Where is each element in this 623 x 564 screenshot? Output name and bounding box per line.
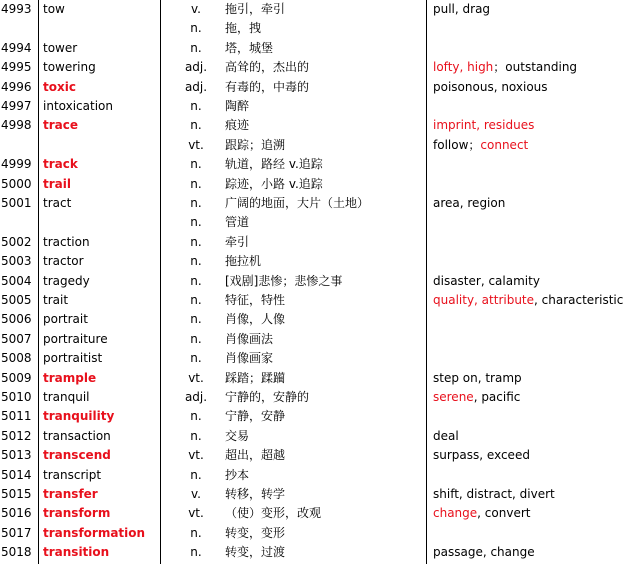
headword [43, 136, 158, 155]
table-row [0, 97, 600, 116]
chinese-definition: 宁静，安静 [225, 409, 286, 424]
entry-number: 5001 [1, 196, 32, 210]
headword: traction [43, 234, 90, 249]
entry-number: 5005 [1, 293, 32, 307]
chinese-definition: 拖拉机 [225, 254, 262, 269]
entry-number: 5007 [1, 331, 32, 346]
entry-number: 4996 [1, 79, 32, 94]
english-synonyms [433, 213, 600, 232]
part-of-speech: vt. [188, 370, 204, 385]
headword: towering [43, 60, 96, 75]
synonym-text: change [433, 506, 478, 521]
part-of-speech: n. [190, 196, 202, 210]
chinese-definition: 转变，过渡 [225, 545, 286, 560]
synonym-text: serene [433, 390, 474, 404]
headword: transaction [43, 428, 111, 443]
part-of-speech: n. [190, 331, 202, 346]
entry-number: 5008 [1, 351, 32, 366]
entry-number: 4993 [1, 2, 32, 16]
table-row [0, 291, 623, 310]
english-synonyms [433, 485, 600, 504]
part-of-speech: n. [190, 157, 202, 172]
synonym-text: step on, tramp [433, 370, 522, 385]
table-row [0, 0, 600, 19]
headword: transfer [43, 487, 98, 501]
synonym-text: imprint, residues [433, 118, 535, 133]
table-row [0, 407, 600, 426]
english-synonyms [433, 272, 600, 291]
chinese-definition: 交易 [225, 428, 250, 443]
english-synonyms [433, 388, 600, 407]
english-synonyms [433, 136, 600, 155]
part-of-speech: n. [190, 234, 202, 249]
synonym-text: area, region [433, 196, 506, 210]
table-row [0, 252, 600, 271]
english-synonyms [433, 39, 600, 58]
part-of-speech: adj. [184, 390, 208, 404]
part-of-speech: n. [190, 254, 202, 269]
table-row [0, 213, 600, 232]
english-synonyms [433, 524, 600, 543]
part-of-speech: v. [191, 487, 201, 501]
chinese-definition: 宁静的，安静的 [225, 390, 310, 404]
chinese-definition: 踩踏；蹂躏 [225, 370, 286, 385]
entry-number: 5017 [1, 525, 32, 540]
entry-number: 5012 [1, 428, 32, 443]
part-of-speech: adj. [184, 79, 208, 94]
entry-number: 5009 [1, 370, 32, 385]
chinese-definition: 拖引，牵引 [225, 2, 286, 16]
chinese-definition: 转移，转学 [225, 487, 286, 501]
headword: portraitist [43, 351, 103, 366]
table-row [0, 39, 600, 58]
synonym-text: surpass, exceed [433, 448, 530, 463]
chinese-definition: 踪迹，小路 v.追踪 [225, 176, 323, 191]
english-synonyms [433, 194, 600, 213]
english-synonyms [433, 504, 600, 523]
english-synonyms [433, 58, 600, 77]
entry-number [1, 136, 39, 155]
headword: intoxication [43, 99, 113, 113]
chinese-definition: 轨道，路经 v.追踪 [225, 157, 323, 172]
headword: transformation [43, 525, 146, 540]
headword: tranquil [43, 390, 90, 404]
headword: toxic [43, 79, 76, 94]
table-row [0, 466, 600, 485]
entry-number: 4998 [1, 118, 32, 133]
chinese-definition: 高耸的，杰出的 [225, 60, 310, 75]
part-of-speech: n. [190, 351, 202, 366]
entry-number: 5004 [1, 273, 32, 288]
part-of-speech: n. [190, 176, 202, 191]
headword: tragedy [43, 273, 90, 288]
table-row [0, 19, 600, 38]
entry-number: 4997 [1, 99, 32, 113]
english-synonyms [433, 97, 600, 116]
table-row [0, 194, 600, 213]
english-synonyms [433, 0, 600, 19]
english-synonyms [433, 330, 600, 349]
english-synonyms [433, 466, 600, 485]
part-of-speech: n. [190, 215, 202, 230]
english-synonyms [433, 233, 600, 252]
headword [43, 19, 158, 38]
english-synonyms [433, 116, 600, 135]
synonym-text: passage, change [433, 545, 535, 560]
chinese-definition: 痕迹 [225, 118, 250, 133]
chinese-definition: 肖像，人像 [225, 312, 286, 327]
synonym-text: , convert [477, 506, 531, 521]
chinese-definition: 特征，特性 [225, 293, 286, 307]
headword: portraiture [43, 331, 108, 346]
table-row [0, 427, 600, 446]
part-of-speech: n. [190, 21, 202, 36]
entry-number: 5018 [1, 545, 32, 560]
synonym-text: ；outstanding [493, 60, 578, 75]
headword: tow [43, 2, 65, 16]
part-of-speech: v. [191, 2, 201, 16]
chinese-definition: 跟踪；追溯 [225, 137, 286, 152]
table-row [0, 485, 600, 504]
table-row [0, 116, 600, 135]
english-synonyms [433, 155, 600, 174]
entry-number: 5000 [1, 176, 32, 191]
synonym-text: pull, drag [433, 2, 491, 16]
synonym-text: shift, distract, divert [433, 487, 555, 501]
table-row [0, 330, 600, 349]
chinese-definition: [戏剧]悲惨；悲惨之事 [225, 273, 343, 288]
entry-number: 5013 [1, 448, 32, 463]
english-synonyms [433, 446, 600, 465]
chinese-definition: 拖，拽 [225, 21, 262, 36]
english-synonyms [433, 291, 623, 310]
synonym-text: deal [433, 428, 459, 443]
headword: transition [43, 545, 110, 560]
headword: trample [43, 370, 97, 385]
entry-number: 5016 [1, 506, 32, 521]
headword: trait [43, 293, 69, 307]
synonym-text: follow； [433, 137, 481, 152]
part-of-speech: vt. [188, 137, 204, 152]
entry-number: 5010 [1, 390, 32, 404]
part-of-speech: n. [190, 525, 202, 540]
entry-number: 5006 [1, 312, 32, 327]
table-row [0, 524, 600, 543]
part-of-speech: vt. [188, 506, 204, 521]
part-of-speech: n. [190, 273, 202, 288]
headword: trail [43, 176, 71, 191]
headword: portrait [43, 312, 88, 327]
part-of-speech: n. [190, 467, 202, 482]
chinese-definition: 肖像画家 [225, 351, 274, 366]
entry-number: 5014 [1, 467, 32, 482]
table-row [0, 175, 600, 194]
table-row [0, 136, 600, 155]
synonym-text: connect [480, 137, 529, 152]
english-synonyms [433, 19, 600, 38]
chinese-definition: 超出，超越 [225, 448, 286, 463]
part-of-speech: adj. [184, 60, 208, 75]
part-of-speech: n. [190, 409, 202, 424]
table-row [0, 504, 600, 523]
headword: tractor [43, 254, 84, 269]
synonym-text: disaster, calamity [433, 273, 540, 288]
part-of-speech: n. [190, 293, 202, 307]
table-row [0, 233, 600, 252]
chinese-definition: 牵引 [225, 234, 250, 249]
headword [43, 213, 158, 232]
entry-number: 5002 [1, 234, 32, 249]
part-of-speech: vt. [188, 448, 204, 463]
english-synonyms [433, 252, 600, 271]
english-synonyms [433, 175, 600, 194]
entry-number [1, 213, 39, 232]
synonym-text: quality, attribute [433, 293, 535, 307]
table-row [0, 155, 600, 174]
headword: track [43, 157, 78, 172]
chinese-definition: 塔，城堡 [225, 40, 274, 55]
part-of-speech: n. [190, 312, 202, 327]
chinese-definition: 抄本 [225, 467, 250, 482]
headword: transform [43, 506, 111, 521]
entry-number: 4994 [1, 40, 32, 55]
english-synonyms [433, 407, 600, 426]
synonym-text: poisonous, noxious [433, 79, 548, 94]
chinese-definition: 陶醉 [225, 99, 250, 113]
chinese-definition: 转变，变形 [225, 525, 286, 540]
english-synonyms [433, 310, 600, 329]
english-synonyms [433, 349, 600, 368]
part-of-speech: n. [190, 40, 202, 55]
synonym-text: , characteristic [534, 293, 623, 307]
table-row [0, 78, 600, 97]
table-row [0, 388, 600, 407]
headword: tranquility [43, 409, 115, 424]
table-row [0, 349, 600, 368]
entry-number [1, 19, 39, 38]
table-row [0, 369, 600, 388]
entry-number: 5015 [1, 487, 32, 501]
part-of-speech: n. [190, 545, 202, 560]
table-row [0, 446, 600, 465]
table-row [0, 543, 600, 562]
chinese-definition: 管道 [225, 215, 250, 230]
chinese-definition: 广阔的地面，大片（土地） [225, 196, 370, 210]
headword: trace [43, 118, 79, 133]
part-of-speech: n. [190, 118, 202, 133]
headword: transcend [43, 448, 111, 463]
english-synonyms [433, 369, 600, 388]
headword: tract [43, 196, 72, 210]
entry-number: 5003 [1, 254, 32, 269]
table-row [0, 310, 600, 329]
synonym-text: , pacific [473, 390, 521, 404]
headword: tower [43, 40, 78, 55]
table-row [0, 272, 600, 291]
english-synonyms [433, 427, 600, 446]
english-synonyms [433, 543, 600, 562]
english-synonyms [433, 78, 600, 97]
chinese-definition: （使）变形，改观 [225, 506, 322, 521]
entry-number: 4995 [1, 60, 32, 75]
entry-number: 5011 [1, 409, 32, 424]
table-row [0, 58, 600, 77]
synonym-text: lofty, high [433, 60, 494, 75]
chinese-definition: 肖像画法 [225, 331, 274, 346]
headword: transcript [43, 467, 102, 482]
entry-number: 4999 [1, 157, 32, 172]
chinese-definition: 有毒的，中毒的 [225, 79, 310, 94]
part-of-speech: n. [190, 428, 202, 443]
part-of-speech: n. [190, 99, 202, 113]
